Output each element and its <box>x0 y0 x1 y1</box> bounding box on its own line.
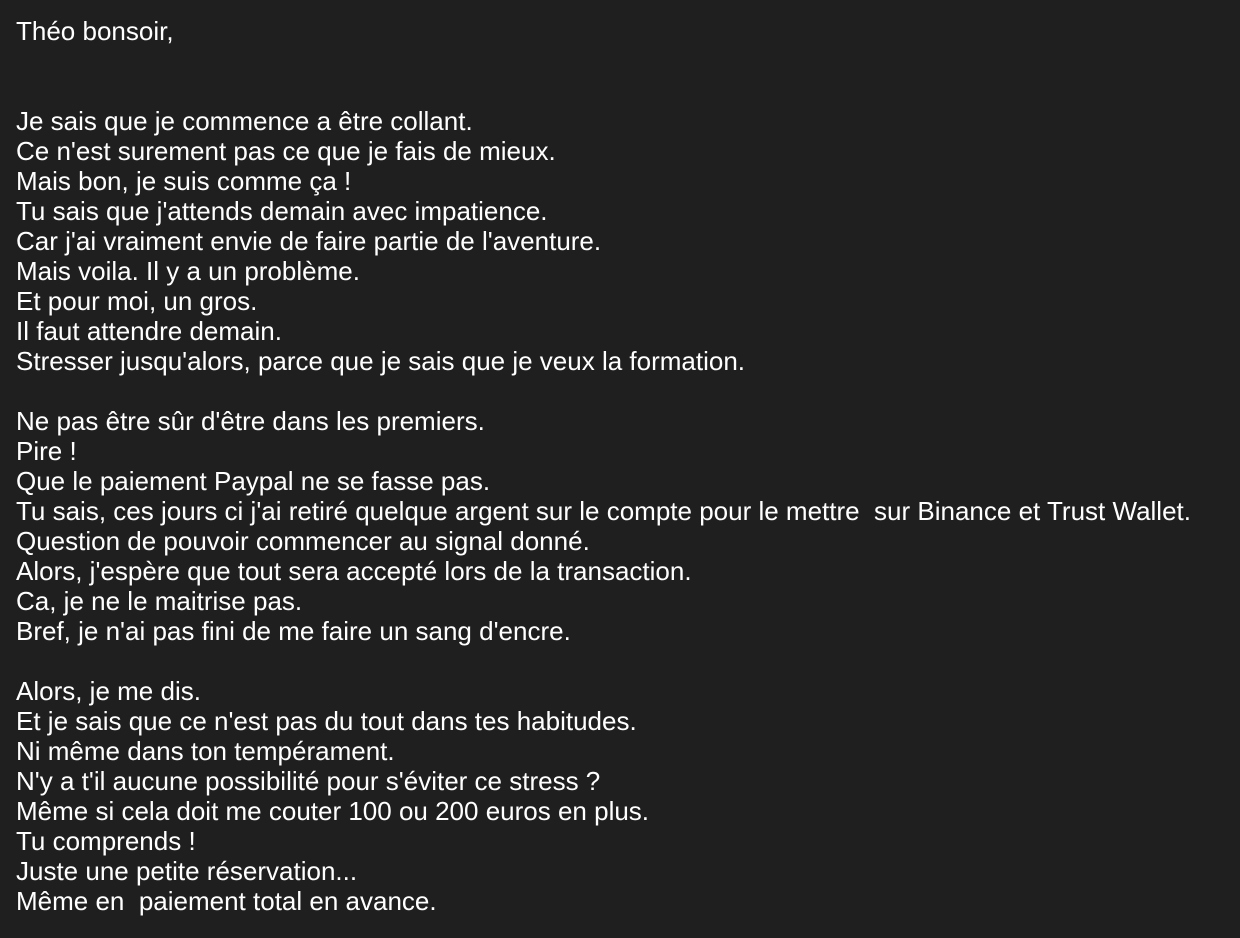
message-line: Et pour moi, un gros. <box>16 286 258 316</box>
message-line: Juste une petite réservation... <box>16 856 358 886</box>
paragraph-3 <box>16 676 1236 916</box>
message-line: Car j'ai vraiment envie de faire partie de l'aventure. <box>16 226 602 256</box>
message-line: Alors, je me dis. <box>16 676 201 706</box>
message-line: Ne pas être sûr d'être dans les premiers. <box>16 406 485 436</box>
message-line: Tu comprends ! <box>16 826 196 856</box>
message-line: Même en paiement total en avance. <box>16 886 437 916</box>
message-body <box>16 16 1236 916</box>
message-line: Question de pouvoir commencer au signal donné. <box>16 526 590 556</box>
message-line: Ni même dans ton tempérament. <box>16 736 395 766</box>
message-line: Il faut attendre demain. <box>16 316 282 346</box>
message-line: Mais voila. Il y a un problème. <box>16 256 360 286</box>
greeting-line: Théo bonsoir, <box>16 16 174 46</box>
message-line: Ce n'est surement pas ce que je fais de mieux. <box>16 136 556 166</box>
paragraph-2 <box>16 406 1236 646</box>
message-line: Ca, je ne le maitrise pas. <box>16 586 303 616</box>
message-line: Tu sais que j'attends demain avec impatience. <box>16 196 548 226</box>
message-line: Mais bon, je suis comme ça ! <box>16 166 352 196</box>
message-line: Même si cela doit me couter 100 ou 200 euros en plus. <box>16 796 650 826</box>
message-line: Alors, j'espère que tout sera accepté lors de la transaction. <box>16 556 692 586</box>
message-line: Tu sais, ces jours ci j'ai retiré quelque argent sur le compte pour le mettre sur Binance et Trust Wallet. <box>16 496 1191 526</box>
message-line: Stresser jusqu'alors, parce que je sais que je veux la formation. <box>16 346 746 376</box>
message-line: Bref, je n'ai pas fini de me faire un sang d'encre. <box>16 616 571 646</box>
message-line: Je sais que je commence a être collant. <box>16 106 473 136</box>
message-line: Pire ! <box>16 436 77 466</box>
message-line: N'y a t'il aucune possibilité pour s'éviter ce stress ? <box>16 766 601 796</box>
message-line: Que le paiement Paypal ne se fasse pas. <box>16 466 491 496</box>
message-line: Et je sais que ce n'est pas du tout dans tes habitudes. <box>16 706 637 736</box>
paragraph-1 <box>16 106 1236 376</box>
